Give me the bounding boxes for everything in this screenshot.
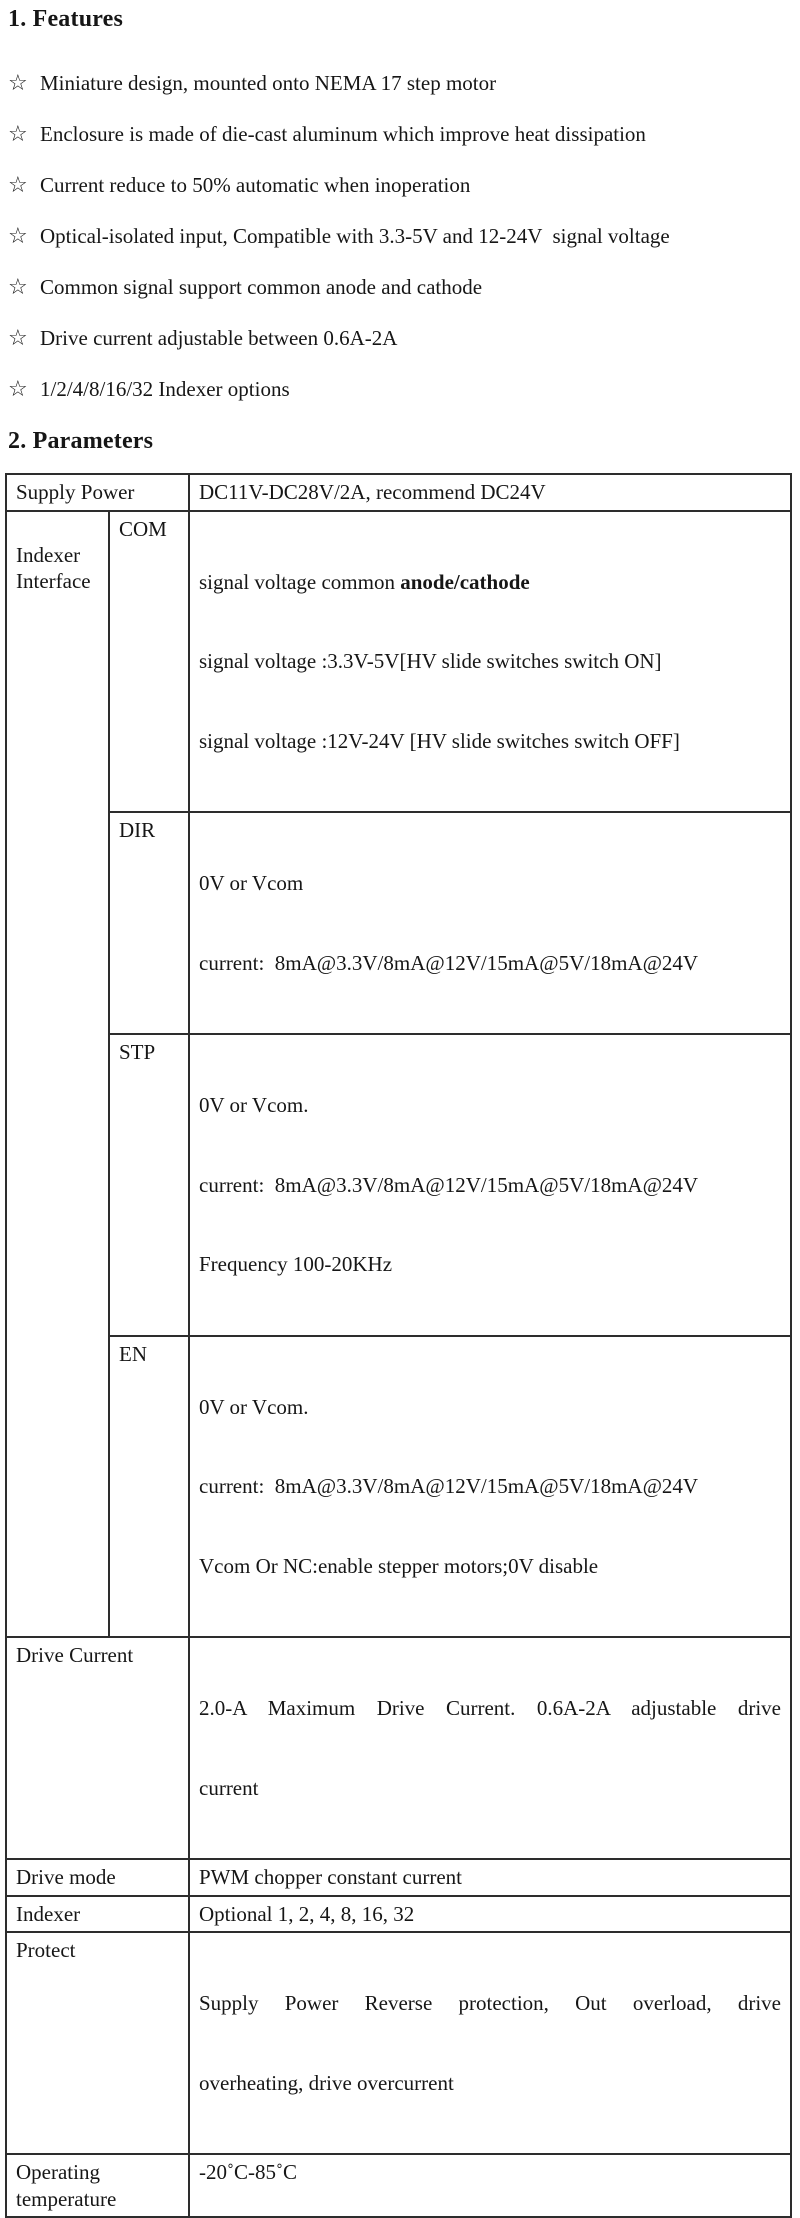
value-line: current: 8mA@3.3V/8mA@12V/15mA@5V/18mA@24V xyxy=(199,950,699,975)
value-line xyxy=(199,569,781,596)
param-label-protect: Protect xyxy=(6,1932,189,2154)
param-value-supply-power: DC11V-DC28V/2A, recommend DC24V xyxy=(189,474,791,511)
star-bullet-icon: ☆ xyxy=(8,275,28,300)
feature-text: 1/2/4/8/16/32 Indexer options xyxy=(40,377,290,401)
value-line: Frequency 100-20KHz xyxy=(199,1252,393,1276)
feature-text: Optical-isolated input, Compatible with 3.3-5V and 12-24V signal voltage xyxy=(40,224,670,248)
param-label-drive-current: Drive Current xyxy=(6,1637,189,1859)
star-bullet-icon: ☆ xyxy=(8,377,28,402)
value-line: 2.0-A Maximum Drive Current. 0.6A-2A adjustable drive xyxy=(199,1696,781,1720)
value-line: current: 8mA@3.3V/8mA@12V/15mA@5V/18mA@24V xyxy=(199,1172,699,1197)
param-label-supply-power: Supply Power xyxy=(6,474,189,511)
feature-text: Drive current adjustable between 0.6A-2A xyxy=(40,326,398,350)
param-value-com xyxy=(189,511,791,813)
param-value-drive-mode: PWM chopper constant current xyxy=(189,1859,791,1896)
param-value-dir xyxy=(189,812,791,1034)
row-drive-mode xyxy=(6,1859,791,1896)
param-value-protect xyxy=(189,1932,791,2154)
param-label-indexer-interface: Indexer Interface xyxy=(6,511,109,1638)
param-label-drive-mode: Drive mode xyxy=(6,1859,189,1896)
row-operating-temperature xyxy=(6,2154,791,2217)
signal-key-dir: DIR xyxy=(109,812,189,1034)
row-supply-power xyxy=(6,474,791,511)
feature-item xyxy=(8,325,792,352)
param-value-en xyxy=(189,1336,791,1638)
value-line: 0V or Vcom xyxy=(199,871,304,895)
feature-item xyxy=(8,172,792,199)
feature-item xyxy=(8,121,792,148)
row-indexer-interface-com xyxy=(6,511,791,813)
feature-item xyxy=(8,376,792,403)
parameters-table xyxy=(5,473,792,2218)
row-indexer-interface-stp xyxy=(6,1034,791,1336)
param-value-stp xyxy=(189,1034,791,1336)
features-heading: 1. Features xyxy=(8,6,124,32)
param-value-drive-current xyxy=(189,1637,791,1859)
value-line: 0V or Vcom. xyxy=(199,1394,309,1419)
row-indexer-interface-en xyxy=(6,1336,791,1638)
param-label-operating-temperature: Operating temperature xyxy=(6,2154,189,2217)
value-line: signal voltage :3.3V-5V[HV slide switches switch ON] xyxy=(199,649,662,673)
param-value-indexer: Optional 1, 2, 4, 8, 16, 32 xyxy=(189,1896,791,1933)
value-line: Vcom Or NC:enable stepper motors;0V disable xyxy=(199,1553,599,1578)
feature-text: Miniature design, mounted onto NEMA 17 step motor xyxy=(40,71,497,95)
value-line: current xyxy=(199,1775,259,1800)
value-line: 0V or Vcom. xyxy=(199,1093,309,1117)
value-line: signal voltage :12V-24V [HV slide switches switch OFF] xyxy=(199,728,680,753)
parameters-heading: 2. Parameters xyxy=(8,428,154,454)
bold-text: anode/cathode xyxy=(400,569,530,594)
row-drive-current xyxy=(6,1637,791,1859)
star-bullet-icon: ☆ xyxy=(8,224,28,249)
feature-item xyxy=(8,70,792,97)
signal-key-en: EN xyxy=(109,1336,189,1638)
feature-item xyxy=(8,274,792,301)
value-line: Supply Power Reverse protection, Out overload, drive xyxy=(199,1991,781,2015)
star-bullet-icon: ☆ xyxy=(8,326,28,351)
features-list xyxy=(8,70,792,403)
value-text: signal voltage common xyxy=(199,569,401,594)
row-indexer xyxy=(6,1896,791,1933)
param-value-operating-temperature: -20˚C-85˚C xyxy=(189,2154,791,2217)
star-bullet-icon: ☆ xyxy=(8,71,28,96)
signal-key-com: COM xyxy=(109,511,189,813)
star-bullet-icon: ☆ xyxy=(8,122,28,147)
feature-text: Enclosure is made of die-cast aluminum which improve heat dissipation xyxy=(40,122,646,146)
feature-text: Common signal support common anode and cathode xyxy=(40,275,483,299)
value-line: current: 8mA@3.3V/8mA@12V/15mA@5V/18mA@24V xyxy=(199,1474,699,1498)
feature-item xyxy=(8,223,792,250)
feature-text: Current reduce to 50% automatic when inoperation xyxy=(40,173,471,197)
star-bullet-icon: ☆ xyxy=(8,173,28,198)
signal-key-stp: STP xyxy=(109,1034,189,1336)
row-protect xyxy=(6,1932,791,2154)
param-label-indexer: Indexer xyxy=(6,1896,189,1933)
value-line: overheating, drive overcurrent xyxy=(199,2070,454,2095)
row-indexer-interface-dir xyxy=(6,812,791,1034)
